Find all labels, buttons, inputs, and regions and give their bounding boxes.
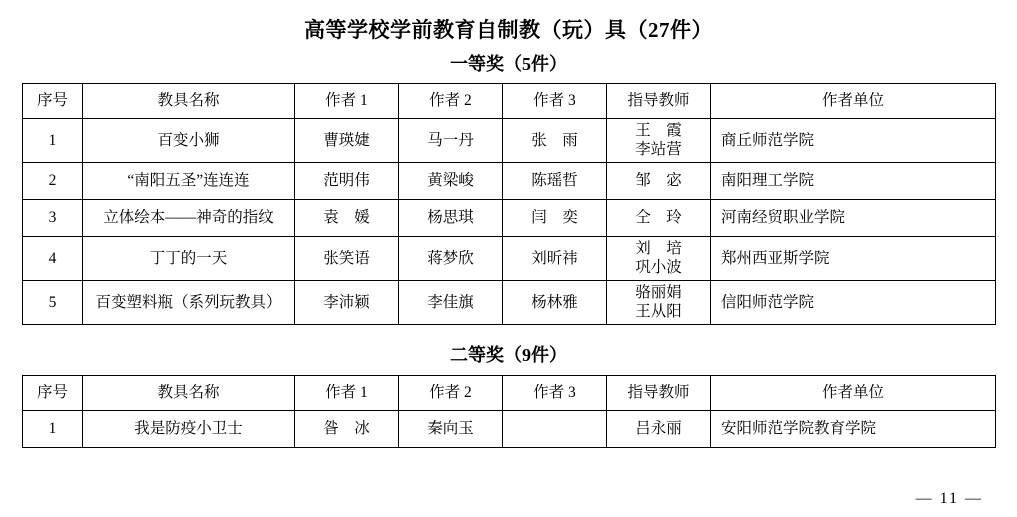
table-row <box>23 281 996 325</box>
cell-author3: 陈瑶哲 <box>503 163 607 200</box>
cell-author2: 李佳旗 <box>399 281 503 325</box>
first-prize-table-wrapper <box>0 83 1017 325</box>
table-row <box>23 237 996 281</box>
teacher-line: 骆丽娟 <box>635 284 682 302</box>
teacher-line: 王从阳 <box>635 302 682 320</box>
table-header-row <box>23 84 996 119</box>
cell-author2: 马一丹 <box>399 119 503 163</box>
table-row <box>23 163 996 200</box>
column-header-author1: 作者 1 <box>295 376 399 411</box>
cell-seq: 1 <box>23 411 83 448</box>
table-header-row <box>23 376 996 411</box>
page-number: — 11 — <box>915 490 983 507</box>
cell-unit: 信阳师范学院 <box>711 281 996 325</box>
cell-author1: 昝 冰 <box>295 411 399 448</box>
section-heading-second-prize: 二等奖（9件） <box>450 345 567 365</box>
cell-seq: 1 <box>23 119 83 163</box>
column-header-unit: 作者单位 <box>711 376 996 411</box>
table-row <box>23 200 996 237</box>
column-header-teacher: 指导教师 <box>607 84 711 119</box>
column-header-name: 教具名称 <box>83 376 295 411</box>
cell-unit: 商丘师范学院 <box>711 119 996 163</box>
teacher-line: 刘 培 <box>635 240 682 258</box>
cell-author3: 张 雨 <box>503 119 607 163</box>
cell-teacher: 吕永丽 <box>607 411 711 448</box>
second-prize-table-wrapper <box>0 375 1017 448</box>
cell-author2: 黄梁峻 <box>399 163 503 200</box>
page-title: 高等学校学前教育自制教（玩）具（27件） <box>304 18 713 42</box>
cell-seq: 4 <box>23 237 83 281</box>
column-header-teacher: 指导教师 <box>607 376 711 411</box>
cell-teacher <box>607 237 711 281</box>
cell-name: 立体绘本——神奇的指纹 <box>83 200 295 237</box>
teacher-line: 李站营 <box>635 140 682 158</box>
column-header-author2: 作者 2 <box>399 84 503 119</box>
cell-teacher <box>607 281 711 325</box>
cell-author1: 曹瑛婕 <box>295 119 399 163</box>
cell-author3 <box>503 411 607 448</box>
cell-unit: 郑州西亚斯学院 <box>711 237 996 281</box>
cell-author2: 杨思琪 <box>399 200 503 237</box>
table-row <box>23 119 996 163</box>
cell-seq: 2 <box>23 163 83 200</box>
column-header-name: 教具名称 <box>83 84 295 119</box>
cell-name: 百变小狮 <box>83 119 295 163</box>
cell-seq: 3 <box>23 200 83 237</box>
column-header-seq: 序号 <box>23 84 83 119</box>
column-header-author3: 作者 3 <box>503 84 607 119</box>
teacher-line: 巩小波 <box>635 258 682 276</box>
second-prize-table <box>22 375 996 448</box>
first-prize-table <box>22 83 996 325</box>
column-header-seq: 序号 <box>23 376 83 411</box>
table-row <box>23 411 996 448</box>
cell-unit: 南阳理工学院 <box>711 163 996 200</box>
cell-author3: 闫 奕 <box>503 200 607 237</box>
column-header-author2: 作者 2 <box>399 376 503 411</box>
column-header-unit: 作者单位 <box>711 84 996 119</box>
document-page <box>0 14 1017 517</box>
cell-teacher <box>607 119 711 163</box>
column-header-author3: 作者 3 <box>503 376 607 411</box>
cell-seq: 5 <box>23 281 83 325</box>
cell-author2: 秦向玉 <box>399 411 503 448</box>
cell-author1: 张笑语 <box>295 237 399 281</box>
cell-author1: 范明伟 <box>295 163 399 200</box>
cell-name: 我是防疫小卫士 <box>83 411 295 448</box>
teacher-line: 王 霞 <box>635 122 682 140</box>
cell-teacher: 邹 宓 <box>607 163 711 200</box>
cell-teacher: 仝 玲 <box>607 200 711 237</box>
cell-author1: 李沛颖 <box>295 281 399 325</box>
cell-author3: 杨林雅 <box>503 281 607 325</box>
cell-unit: 河南经贸职业学院 <box>711 200 996 237</box>
cell-name: 丁丁的一天 <box>83 237 295 281</box>
cell-author1: 袁 媛 <box>295 200 399 237</box>
column-header-author1: 作者 1 <box>295 84 399 119</box>
cell-unit: 安阳师范学院教育学院 <box>711 411 996 448</box>
section-heading-first-prize: 一等奖（5件） <box>450 54 567 74</box>
cell-author2: 蒋梦欣 <box>399 237 503 281</box>
cell-name: “南阳五圣”连连连 <box>83 163 295 200</box>
cell-name: 百变塑料瓶（系列玩教具） <box>83 281 295 325</box>
cell-author3: 刘昕祎 <box>503 237 607 281</box>
